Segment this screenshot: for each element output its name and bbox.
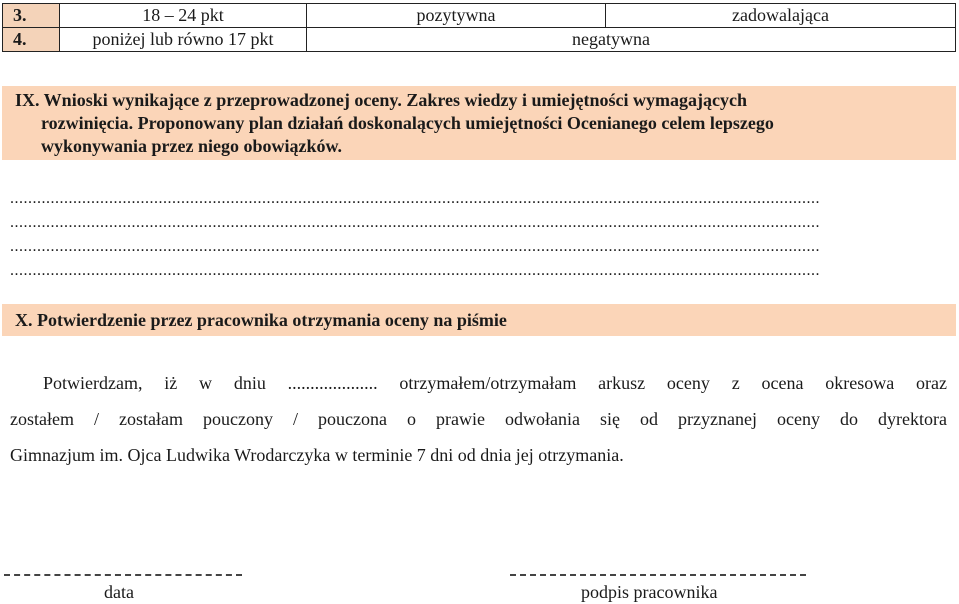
dotted-line: .................................................................................................................................................................................... [10,190,820,207]
points-range: poniżej lub równo 17 pkt [60,28,307,52]
table-row [3,28,956,52]
section-9-title-line3: wykonywania przez niego obowiązków. [41,136,343,156]
row-number: 3. [3,4,60,28]
level: zadowalająca [606,4,956,28]
employee-signature-line [510,574,806,576]
section-9-header [2,86,956,160]
points-range: 18 – 24 pkt [60,4,307,28]
section-9-title-line1: IX. Wnioski wynikające z przeprowadzonej oceny. Zakres wiedzy i umiejętności wymagających [15,90,747,110]
dotted-line: .................................................................................................................................................................................... [10,262,820,279]
section-10-title: X. Potwierdzenie przez pracownika otrzymania oceny na piśmie [15,310,507,330]
grading-table [2,3,956,52]
date-signature-line [4,574,242,576]
table-row [3,4,956,28]
dotted-line: .................................................................................................................................................................................... [10,238,820,255]
rating: negatywna [307,28,956,52]
section-10-header [2,304,956,336]
rating: pozytywna [307,4,606,28]
confirmation-line3: Gimnazjum im. Ojca Ludwika Wrodarczyka w terminie 7 dni od dnia jej otrzymania. [10,445,624,465]
confirmation-line2: zostałem / zostałam pouczony / pouczona o prawie odwołania się od przyznanej oceny do dyrektora [10,409,947,429]
date-label: data [104,582,134,602]
row-number: 4. [3,28,60,52]
confirmation-line1: Potwierdzam, iż w dniu .................... otrzymałem/otrzymałam arkusz oceny z ocena okresowa oraz [43,373,947,393]
section-9-title-line2: rozwinięcia. Proponowany plan działań doskonalących umiejętności Ocenianego celem lepszego [41,113,774,133]
dotted-line: .................................................................................................................................................................................... [10,214,820,231]
employee-signature-label: podpis pracownika [581,582,718,602]
